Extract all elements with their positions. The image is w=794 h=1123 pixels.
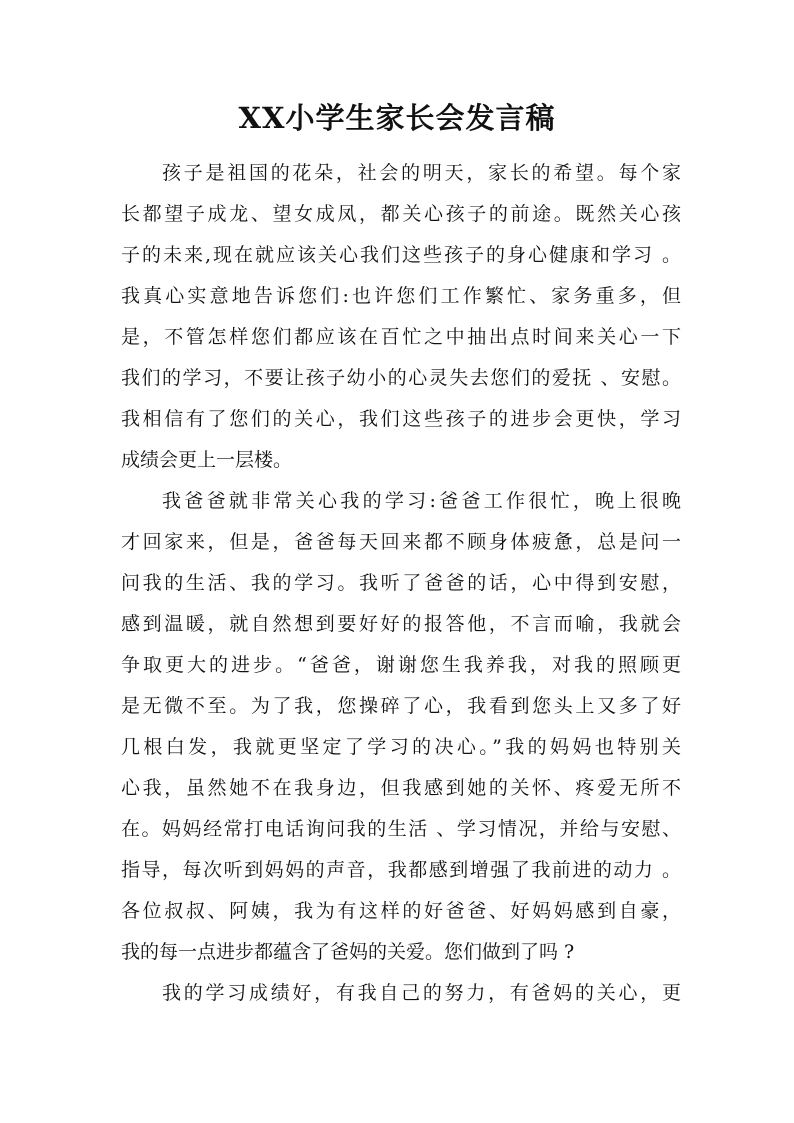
paragraph-line: 心我，虽然她不在我身边，但我感到她的关怀、疼爱无所不 [121,777,681,799]
paragraph-line: 是无微不至。为了我，您操碎了心，我看到您头上又多了好 [121,695,681,717]
paragraph-line: 成绩会更上一层楼。 [121,449,293,471]
paragraph-line: 指导，每次听到妈妈的声音，我都感到增强了我前进的动力 。 [121,859,681,881]
document-title: XX小学生家长会发言稿 [238,101,556,135]
paragraph-line: 我们的学习，不要让孩子幼小的心灵失去您们的爱抚 、安慰。 [121,367,681,389]
paragraph-line: 我的学习成绩好，有我自己的努力，有爸妈的关心，更 [162,982,681,1004]
paragraph-line: 问我的生活、我的学习。我听了爸爸的话，心中得到安慰， [121,572,681,594]
paragraph-line: 在。妈妈经常打电话询问我的生活 、学习情况，并给与安慰、 [121,818,681,840]
paragraph-line: 我相信有了您们的关心，我们这些孩子的进步会更快，学习 [121,408,681,430]
paragraph-line: 长都望子成龙、望女成凤，都关心孩子的前途。既然关心孩 [121,203,681,225]
paragraph-line: 我的每一点进步都蕴含了爸妈的关爱。您们做到了吗 ? [121,941,575,963]
paragraph-line: 感到温暖，就自然想到要好好的报答他，不言而喻，我就会 [121,613,681,635]
paragraph-line: 孩子是祖国的花朵，社会的明天，家长的希望。每个家 [162,162,681,184]
paragraph-line: 我真心实意地告诉您们:也许您们工作繁忙、家务重多，但 [121,285,681,307]
paragraph-line: 是，不管怎样您们都应该在百忙之中抽出点时间来关心一下 [121,326,681,348]
paragraph-line: 我爸爸就非常关心我的学习:爸爸工作很忙，晚上很晚 [162,490,681,512]
paragraph-line: 子的未来,现在就应该关心我们这些孩子的身心健康和学习 。 [121,244,681,266]
paragraph-line: 各位叔叔、阿姨，我为有这样的好爸爸、好妈妈感到自豪， [121,900,681,922]
paragraph-line: 争取更大的进步。“爸爸，谢谢您生我养我，对我的照顾更 [121,654,681,676]
paragraph-line: 才回家来，但是，爸爸每天回来都不顾身体疲惫，总是问一 [121,531,681,553]
paragraph-line: 几根白发，我就更坚定了学习的决心。”我的妈妈也特别关 [121,736,681,758]
